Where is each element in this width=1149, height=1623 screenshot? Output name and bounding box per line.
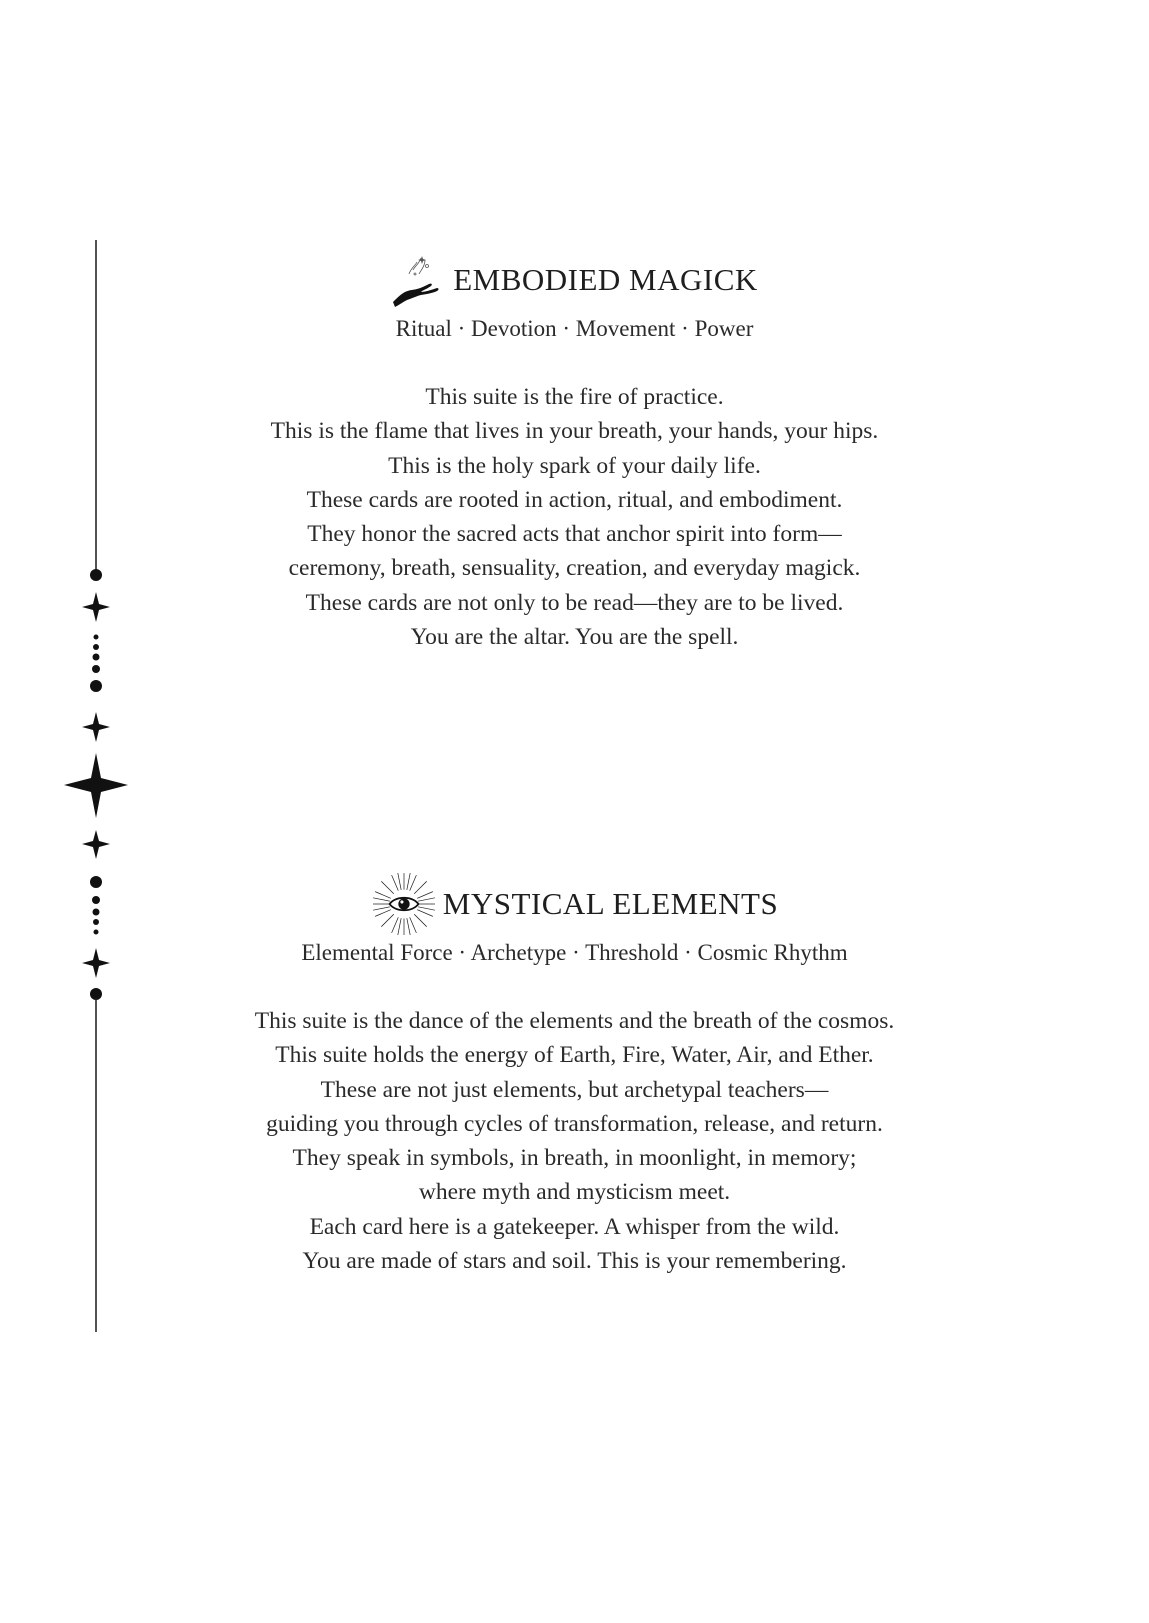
body-line: They speak in symbols, in breath, in moonlight, in memory; bbox=[292, 1145, 857, 1172]
body-line: These are not just elements, but archetypal teachers— bbox=[320, 1076, 829, 1103]
section-title: EMBODIED MAGICK bbox=[453, 262, 758, 297]
section-subtitle: Ritual · Devotion · Movement · Power bbox=[395, 316, 754, 341]
body-line: This suite holds the energy of Earth, Fire, Water, Air, and Ether. bbox=[275, 1042, 874, 1069]
section-body bbox=[0, 380, 1149, 654]
body-line: They honor the sacred acts that anchor spirit into form— bbox=[307, 521, 842, 548]
body-line: You are the altar. You are the spell. bbox=[410, 624, 739, 651]
embodied-magick-section bbox=[0, 244, 1149, 654]
section-body bbox=[0, 1004, 1149, 1278]
mystical-elements-section bbox=[0, 868, 1149, 1278]
body-line: This is the flame that lives in your breath, your hands, your hips. bbox=[270, 418, 879, 445]
body-line: Each card here is a gatekeeper. A whisper from the wild. bbox=[309, 1213, 840, 1240]
section-title: MYSTICAL ELEMENTS bbox=[442, 886, 779, 921]
body-line: These cards are rooted in action, ritual, and embodiment. bbox=[306, 486, 843, 513]
section-subtitle: Elemental Force · Archetype · Threshold · Cosmic Rhythm bbox=[301, 940, 848, 965]
body-line: This suite is the fire of practice. bbox=[425, 384, 724, 410]
section-heading bbox=[0, 244, 1149, 316]
body-line: This suite is the dance of the elements and the breath of the cosmos. bbox=[254, 1008, 895, 1034]
radiant-eye-icon bbox=[371, 871, 437, 937]
body-line: guiding you through cycles of transformation, release, and return. bbox=[266, 1110, 883, 1137]
body-line: These cards are not only to be read—they are to be lived. bbox=[305, 589, 844, 616]
section-heading bbox=[0, 868, 1149, 940]
hand-with-sparkle-icon bbox=[391, 252, 447, 308]
body-line: ceremony, breath, sensuality, creation, and everyday magick. bbox=[288, 555, 861, 582]
body-line: You are made of stars and soil. This is your remembering. bbox=[302, 1248, 847, 1275]
body-line: where myth and mysticism meet. bbox=[418, 1179, 731, 1206]
body-line: This is the holy spark of your daily life. bbox=[388, 452, 761, 479]
